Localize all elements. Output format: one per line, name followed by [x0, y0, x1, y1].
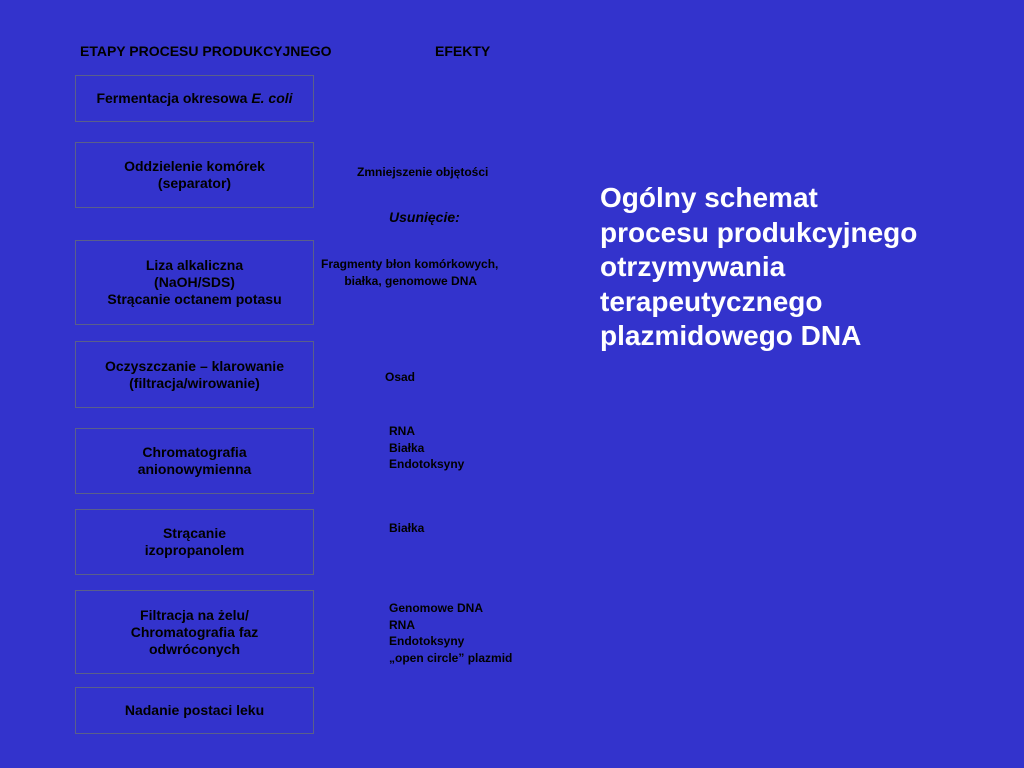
effect-lysis-removal: [321, 256, 498, 289]
step-gel-filtration-line: Filtracja na żelu/: [140, 606, 249, 623]
step-clarification-line: Oczyszczanie – klarowanie: [105, 357, 284, 374]
step-alkaline-lysis: [75, 240, 314, 325]
slide-title-line: otrzymywania: [600, 251, 786, 282]
step-anion-exchange-line: anionowymienna: [137, 461, 252, 477]
step-formulation: [75, 687, 314, 734]
step-anion-exchange-line: Chromatografia: [142, 444, 247, 460]
step-alkaline-lysis-line: (NaOH/SDS): [154, 274, 235, 290]
slide-title-line: procesu produkcyjnego: [600, 216, 918, 248]
effect-anion-removal: [389, 423, 464, 473]
step-isopropanol-line: izopropanolem: [144, 542, 245, 558]
effect-gel-removal: [389, 600, 512, 666]
step-alkaline-lysis-line: Liza alkaliczna: [145, 257, 244, 273]
slide-title-line: plazmidowego DNA: [600, 320, 862, 351]
effect-gel-removal-line: RNA: [389, 617, 415, 632]
effect-lysis-removal-line: Fragmenty błon komórkowych,: [321, 257, 499, 271]
step-clarification: [75, 341, 314, 408]
step-isopropanol-line: Strącanie: [162, 525, 227, 541]
step-clarification-line: (filtracja/wirowanie): [129, 374, 260, 391]
step-gel-filtration: [75, 590, 314, 674]
effect-gel-removal-line: Genomowe DNA: [389, 601, 484, 615]
effect-anion-removal-line: Endotoksyny: [389, 457, 465, 471]
effects-header: EFEKTY: [435, 43, 491, 59]
slide-title-line: Ogólny schemat: [600, 182, 818, 213]
step-cell-separation-line: Oddzielenie komórek: [124, 158, 265, 174]
step-gel-filtration-line: Chromatografia faz: [130, 623, 259, 640]
effect-removal-label: Usunięcie:: [389, 209, 460, 225]
step-fermentation-organism: E. coli: [251, 90, 293, 106]
effect-anion-removal-line: RNA: [389, 424, 415, 438]
effect-clarification-removal: Osad: [385, 370, 416, 384]
slide-title: [600, 181, 1010, 354]
effect-gel-removal-line: Endotoksyny: [389, 634, 465, 648]
step-isopropanol-precipitation: [75, 509, 314, 575]
step-fermentation: [75, 75, 314, 122]
slide-title-line: terapeutycznego: [600, 285, 823, 317]
step-formulation-line: Nadanie postaci leku: [124, 702, 265, 718]
step-gel-filtration-line: odwróconych: [148, 640, 240, 657]
step-cell-separation: [75, 142, 314, 208]
effect-volume-reduction: Zmniejszenie objętości: [357, 165, 489, 179]
effect-anion-removal-line: Białka: [389, 440, 425, 455]
step-fermentation-label: [96, 90, 292, 107]
step-alkaline-lysis-line: Strącanie octanem potasu: [107, 291, 282, 307]
effect-lysis-removal-line: białka, genomowe DNA: [344, 273, 478, 288]
step-anion-exchange: [75, 428, 314, 494]
step-fermentation-text: Fermentacja okresowa: [96, 90, 252, 106]
effect-gel-removal-line: „open circle” plazmid: [389, 650, 513, 665]
effect-precipitation-removal: Białka: [389, 521, 425, 535]
step-cell-separation-line: (separator): [157, 175, 232, 191]
steps-header: ETAPY PROCESU PRODUKCYJNEGO: [80, 43, 332, 59]
